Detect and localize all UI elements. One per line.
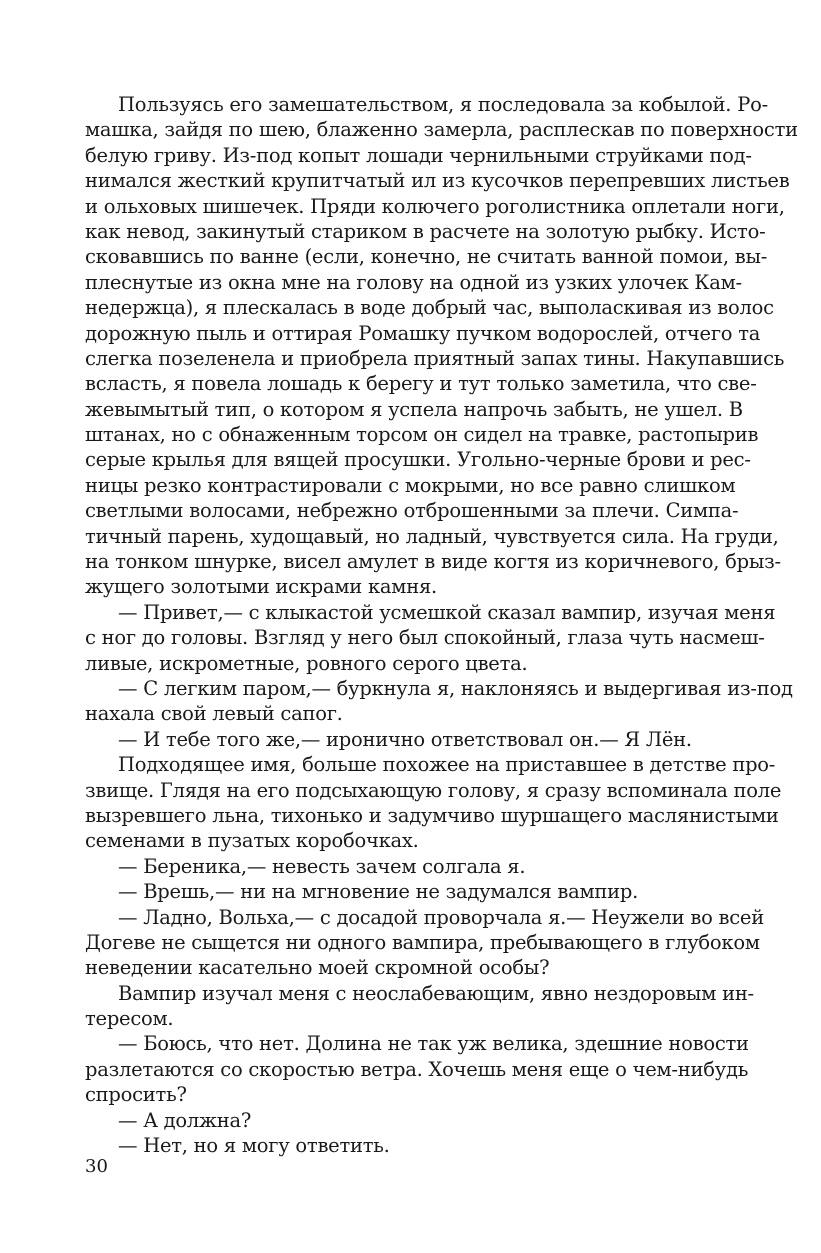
text-line: нахала свой левый сапог. — [85, 702, 343, 726]
text-line: жевымытый тип, о котором я успела напрочь забыть, не ушел. В — [85, 397, 743, 421]
text-line: светлыми волосами, небрежно отброшенными за плечи. Симпа- — [85, 499, 739, 523]
text-line: нимался жесткий крупитчатый ил из кусочков перепревших листьев — [85, 169, 790, 193]
text-line: всласть, я повела лошадь к берегу и тут только заметила, что све- — [85, 372, 757, 396]
text-line: — Боюсь, что нет. Долина не так уж велика, здешние новости — [118, 1032, 749, 1056]
page-number: 30 — [85, 1156, 108, 1177]
text-line: ницы резко контрастировали с мокрыми, но все равно слишком — [85, 473, 736, 497]
text-line: Вампир изучал меня с неослабевающим, явно нездоровым ин- — [118, 981, 754, 1005]
text-line: — Береника,— невесть зачем солгала я. — [118, 854, 526, 878]
text-line: — С легким паром,— буркнула я, наклоняясь и выдергивая из-под — [118, 676, 793, 700]
text-line: белую гриву. Из-под копыт лошади чернильными струйками под- — [85, 143, 752, 167]
text-line: спросить? — [85, 1083, 187, 1107]
text-line: на тонком шнурке, висел амулет в виде когтя из коричневого, брыз- — [85, 550, 781, 574]
text-line: Догеве не сыщется ни одного вампира, пребывающего в глубоком — [85, 930, 760, 954]
text-line: штанах, но с обнаженным торсом он сидел на травке, растопырив — [85, 423, 759, 447]
text-line: Подходящее имя, больше похожее на приставшее в детстве про- — [118, 753, 776, 777]
text-line: плеснутые из окна мне на голову на одной из узких улочек Кам- — [85, 270, 742, 294]
text-line: дорожную пыль и оттирая Ромашку пучком водорослей, отчего та — [85, 321, 761, 345]
text-line: недержца), я плескалась в воде добрый час, выполаскивая из волос — [85, 296, 774, 320]
text-line: серые крылья для вящей просушки. Угольно-черные брови и рес- — [85, 448, 751, 472]
text-line: как невод, закинутый стариком в расчете на золотую рыбку. Исто- — [85, 219, 766, 243]
text-line: жущего золотыми искрами камня. — [85, 575, 437, 599]
text-line: — Ладно, Вольха,— с досадой проворчала я.— Неужели во всей — [118, 905, 764, 929]
text-line: и ольховых шишечек. Пряди колючего роголистника оплетали ноги, — [85, 194, 785, 218]
text-line: ливые, искрометные, ровного серого цвета. — [85, 651, 528, 675]
text-line: Пользуясь его замешательством, я последовала за кобылой. Ро- — [118, 93, 768, 116]
text-line: — И тебе того же,— иронично ответствовал он.— Я Лён. — [118, 727, 692, 751]
text-line: неведении касательно моей скромной особы? — [85, 956, 550, 980]
text-line: машка, зайдя по шею, блаженно замерла, расплескав по поверхности — [85, 118, 798, 142]
text-line: тересом. — [85, 1007, 174, 1031]
text-line: разлетаются со скоростью ветра. Хочешь меня еще о чем-нибудь — [85, 1057, 749, 1081]
text-line: тичный парень, худощавый, но ладный, чувствуется сила. На груди, — [85, 524, 779, 548]
body-text — [85, 92, 798, 1158]
text-line: семенами в пузатых коробочках. — [85, 829, 419, 853]
text-line: — Привет,— с клыкастой усмешкой сказал вампир, изучая меня — [118, 600, 776, 624]
text-line: с ног до головы. Взгляд у него был спокойный, глаза чуть насмеш- — [85, 626, 765, 650]
text-line: вызревшего льна, тихонько и задумчиво шуршащего маслянистыми — [85, 803, 779, 827]
text-line: звище. Глядя на его подсыхающую голову, я сразу вспоминала поле — [85, 778, 782, 802]
text-line: сковавшись по ванне (если, конечно, не считать ванной помои, вы- — [85, 245, 768, 269]
text-line: — Врешь,— ни на мгновение не задумался вампир. — [118, 880, 639, 904]
text-line: слегка позеленела и приобрела приятный запах тины. Накупавшись — [85, 346, 785, 370]
text-line: — Нет, но я могу ответить. — [118, 1134, 390, 1158]
text-line: — А должна? — [118, 1108, 252, 1132]
